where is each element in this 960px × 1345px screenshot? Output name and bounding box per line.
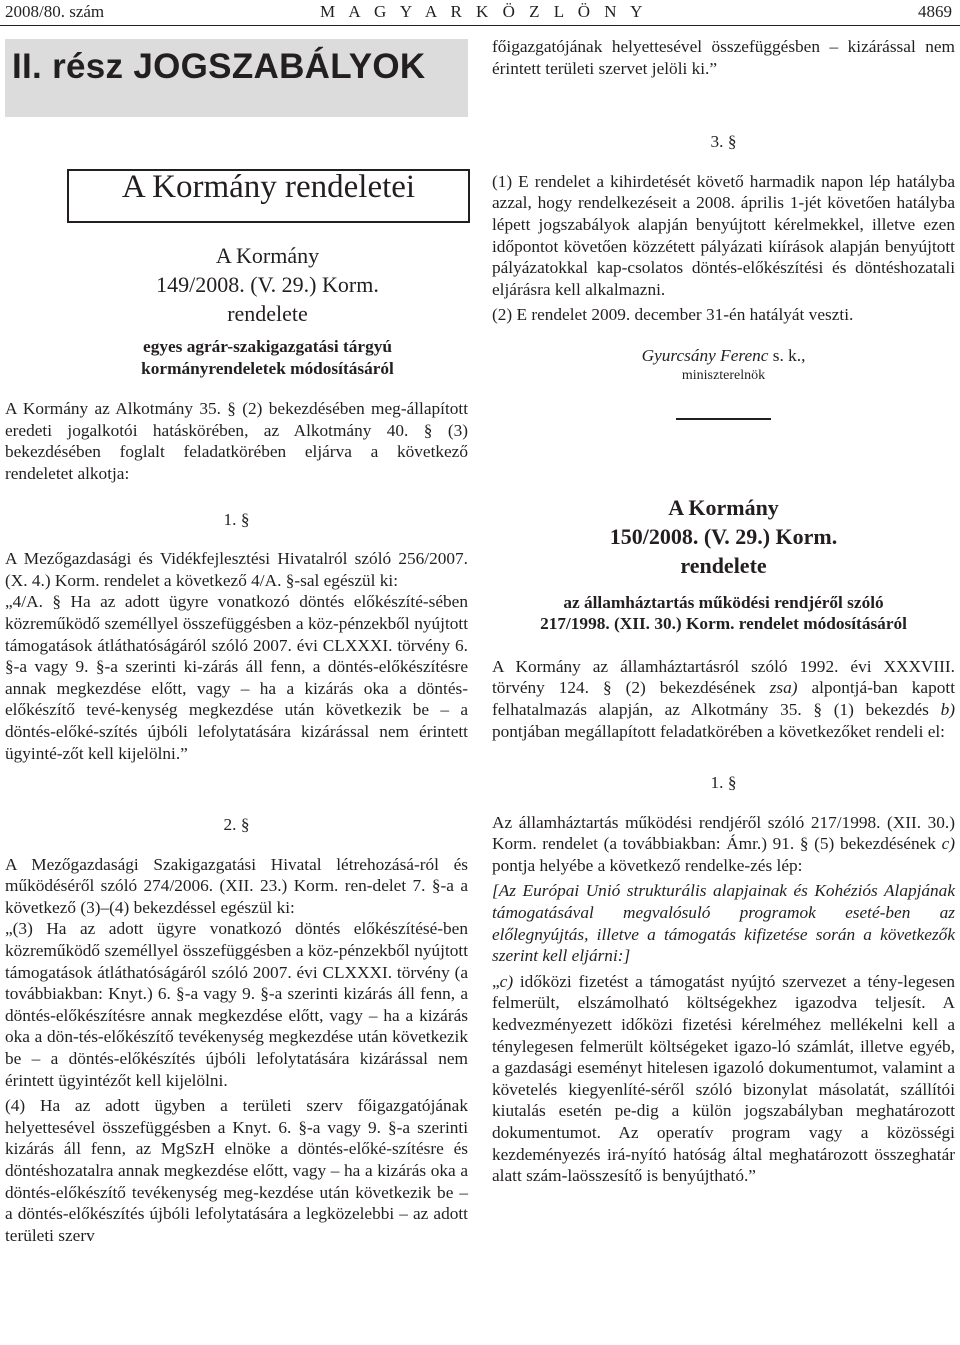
decree1-section3-para2: (2) E rendelet 2009. december 31-én hatályát veszti.	[492, 305, 854, 325]
decree1-subject-line1: egyes agrár-szakigazgatási tárgyú	[143, 337, 392, 356]
decree2-preamble	[492, 656, 955, 742]
decree1-section1-para1: A Mezőgazdasági és Vidékfejlesztési Hivatalról szóló 256/2007. (X. 4.) Korm. rendelet a következő 4/A. §-sal egészül ki:	[5, 549, 468, 590]
decree1-preamble: A Kormány az Alkotmány 35. § (2) bekezdésében meg-állapított eredeti jogalkotói hatáskörében, az Alkotmány 40. § (3) bekezdésében foglalt feladatkörében eljárva a következő rendeletet alkotja:	[5, 399, 468, 483]
decree1-section3-para1: (1) E rendelet a kihirdetését követő harmadik napon lép hatályba azzal, hogy rendelkezéseit a 2008. április 1-jét követően hatályba lépett jogszabályok alapján benyújtott kérelmekkel, illetve ezen időpontot követően közzétett pályázati kiírások alapján benyújtott pályázatokkal kap-csolatos döntés-előkészítési és döntéshozatali eljárásra kell alkalmazni.	[492, 171, 955, 299]
page-header	[0, 0, 960, 26]
decree2-section1-para3-text: időközi fizetést a támogatást nyújtó szervezet a tény-legesen felmerült, elszámolható költségekhez igazodva teljesít. A kedvezményezett időközi fizetési kérelméhez mellékelni kell a ténylegesen felmerült költségeket igazo-ló számlát, illetve egyéb, a gazdasági eseményt hitelesen igazoló dokumentumot, valamint a követelés kiegyenlíté-séről szóló bizonylat másolatát, szállítói kiutalás esetén pe-dig a külön jogszabályban meghatározott dokumentumot. Az operatív program vagy a közösségi kezdeményezés irá-nyító hatóság által meghatározott összeghatár alatt szám-laösszesítő is benyújtható.”	[492, 971, 955, 1186]
decree2-preamble-b: b)	[940, 699, 955, 719]
header-rule	[0, 25, 960, 26]
decree2-preamble-part1: A Kormány az államháztartásról szóló 1992. évi XXXVIII. törvény 124. § (2) bekezdésének	[492, 656, 955, 698]
signatory-title: miniszterelnök	[681, 367, 766, 383]
decree2-number: 150/2008. (V. 29.) Korm.	[609, 523, 838, 549]
page-number: 4869	[918, 2, 952, 21]
decree2-kind: rendelete	[680, 552, 767, 578]
right-column	[492, 36, 955, 1187]
decree2-section1-heading: 1. §	[710, 773, 737, 793]
decree1-section1-para2: „4/A. § Ha az adott ügyre vonatkozó döntés előkészíté-sében közreműködő személlyel összefüggésben a köz-pénzekből nyújtott támogatások átláthatóságáról szóló 2007. évi CLXXXI. törvény 6. §-a vagy 9. §-a szerinti ki-zárás áll fenn, a döntés-előkészítésre annak megkezdése előtt, vagy – ha a kizárás oka a döntés-előkészítő tevé-kenység megkezdése után következik be – a döntés-előké-szítés újbóli lefolytatására kizárással nem érintett ügyinté-zőt kell kijelölni.”	[5, 592, 468, 763]
journal-title: M A G Y A R K Ö Z L Ö N Y	[320, 2, 648, 21]
decree1-issuer: A Kormány	[215, 243, 320, 268]
decree1-section2-para3-continued: főigazgatójának helyettesével összefüggésben – kizárással nem érintett területi szervet jelöli ki.”	[492, 37, 955, 78]
decree1-section3-heading: 3. §	[710, 132, 737, 152]
decree2-preamble-zsa: zsa)	[769, 678, 798, 698]
section-title: A Kormány rendeletei	[121, 169, 416, 205]
signatory-name: Gyurcsány Ferenc	[641, 345, 769, 365]
decree1-number: 149/2008. (V. 29.) Korm.	[156, 272, 379, 297]
decree2-preamble-part3: pontjában megállapított feladatkörében a következőket rendeli el:	[492, 721, 945, 741]
decree2-subject-line1: az államháztartás működési rendjéről szóló	[563, 592, 884, 612]
decree2-preamble-part2: alpontjá-ban kapott felhatalmazás alapján, az Alkotmány 35. § (1) bekezdés	[492, 678, 955, 719]
decree2-section1-para3	[492, 971, 955, 1187]
part-title: II. rész JOGSZABÁLYOK	[12, 47, 426, 86]
left-column	[5, 36, 468, 1246]
separator-rule	[676, 418, 771, 420]
decree2-section1-para1-part2: pontja helyébe a következő rendelke-zés lép:	[492, 855, 803, 875]
decree2-section1-para3-c: c)	[499, 971, 514, 991]
decree1-kind: rendelete	[227, 301, 308, 326]
part-banner	[5, 39, 468, 117]
issue-number: 2008/80. szám	[5, 2, 105, 21]
decree2-issuer: A Kormány	[668, 494, 779, 520]
decree2-section1-para2: [Az Európai Unió strukturális alapjainak és Kohéziós Alapjának támogatásával megvalósuló programok eseté-ben az előlegnyújtás, illetve a támogatás kifizetése során a következők szerint kell eljárni:]	[492, 881, 955, 966]
decree2-section1-para1	[492, 812, 955, 877]
decree1-section1-heading: 1. §	[223, 509, 250, 529]
decree2-section1-para3-quote: „	[492, 971, 500, 991]
decree1-section2-para2: „(3) Ha az adott ügyre vonatkozó döntés előkészítésé-ben közreműködő személlyel összefüggésben a köz-pénzekből nyújtott támogatások átláthatóságáról szóló 2007. évi CLXXXI. törvény (a továbbiakban: Knyt.) 6. §-a vagy 9. §-a szerinti kizárás áll fenn, a döntés-előkészítésre annak megkezdése előtt, vagy – ha a kizárás oka a dön-tés-előkészítő tevékenység megkezdése után következik be – a döntés-előkészítés újbóli lefolytatására kizárással nem érintett ügyintézőt kell kijelölni.	[5, 919, 468, 1090]
decree1-section2-para3: (4) Ha az adott ügyben a területi szerv főigazgatójának helyettesével összefüggésben a Knyt. 6. §-a vagy 9. §-a szerinti kizárás áll fenn, az MgSzH elnöke a döntés-előké-szítésre és döntéshozatalra annak megkezdése előtt, vagy – ha a kizárás oka a döntés-előkészítő tevékenység meg-kezdése után következik be – a döntés-előkészítés újbóli lefolytatására a legközelebbi – az adott területi szerv	[5, 1096, 468, 1245]
decree1-section2-para1: A Mezőgazdasági Szakigazgatási Hivatal létrehozásá-ról és működéséről szóló 274/2006. (XII. 23.) Korm. ren-delet 7. §-a a következő (3)–(4) bekezdéssel egészül ki:	[5, 854, 468, 917]
decree2-section1-para1-part1: Az államháztartás működési rendjéről szóló 217/1998. (XII. 30.) Korm. rendelet (a továbbiakban: Ámr.) 91. § (5) bekezdésének	[492, 812, 955, 854]
section-banner	[67, 169, 470, 223]
decree1-section2-heading: 2. §	[223, 815, 250, 835]
decree1-subject-line2: kormányrendeletek módosításáról	[141, 358, 394, 378]
decree2-subject-line2: 217/1998. (XII. 30.) Korm. rendelet módosításáról	[540, 614, 907, 634]
signatory-suffix: s. k.,	[768, 345, 806, 365]
signature	[492, 345, 955, 367]
decree2-section1-para1-c: c)	[941, 834, 955, 854]
